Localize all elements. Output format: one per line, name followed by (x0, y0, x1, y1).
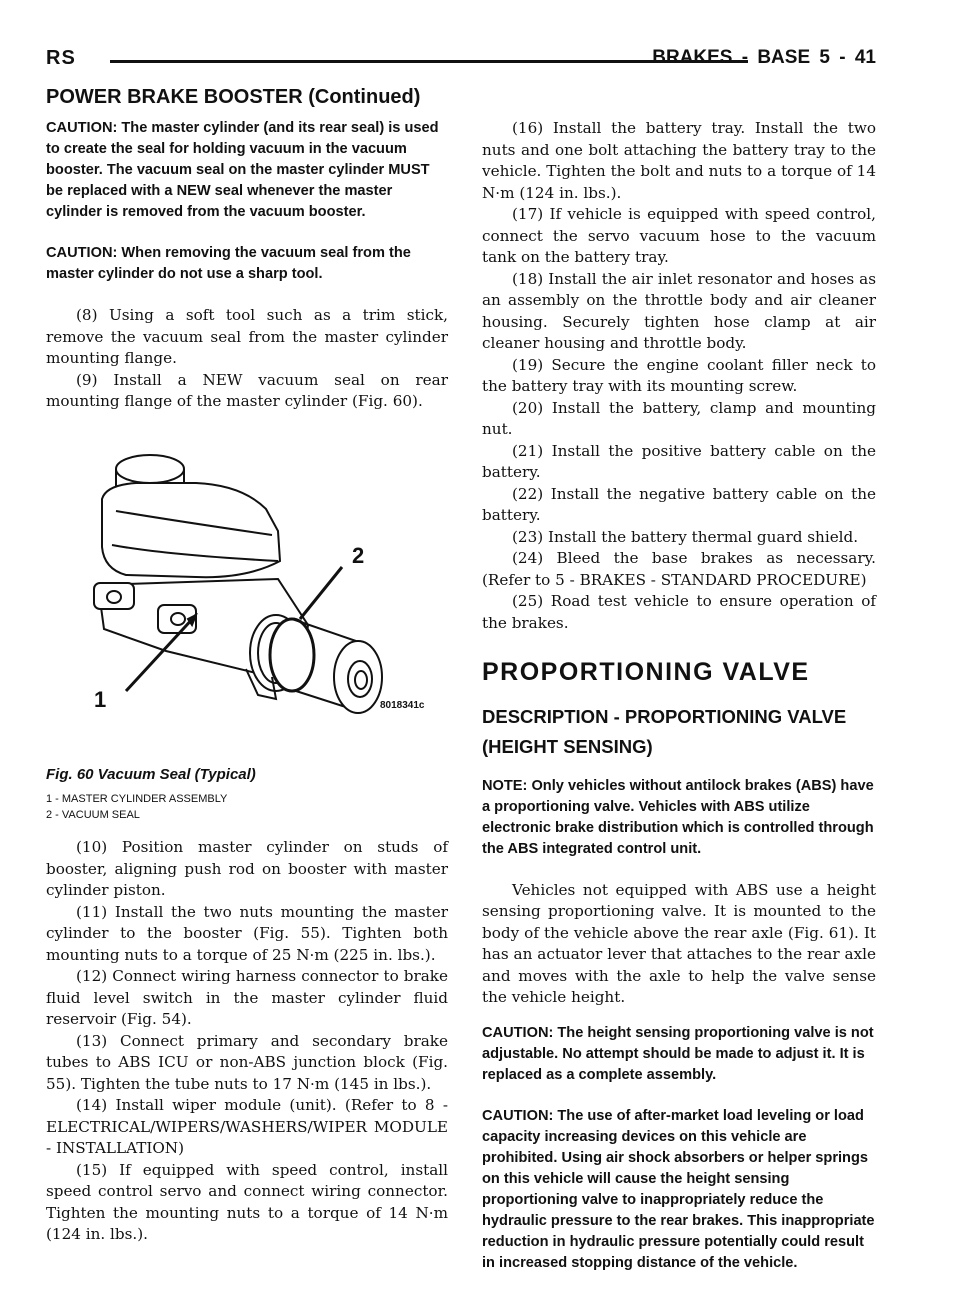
caution-master-cylinder-seal: CAUTION: The master cylinder (and its rear seal) is used to create the seal for holding vacuum in the vacuum booster. The vacuum seal on the master cylinder MUST be replaced with a NEW seal whenever the master cylinder is removed from the vacuum booster. (46, 120, 439, 220)
heading-description: DESCRIPTION - PROPORTIONING VALVE (HEIGHT SENSING) (482, 705, 847, 757)
header-section-code: RS (46, 47, 76, 69)
caution-after-market: CAUTION: The use of after-market load leveling or load capacity increasing devices on this vehicle are prohibited. Using air shock absorbers or helper springs on this vehicle will cause the height sensing proportioning valve to inappropriately reduce the hydraulic pressure to the rear brakes. This inappropriate reduction in hydraulic pressure potentially could result in increased stopping distance of the vehicle. (482, 1107, 875, 1271)
step-18: (18) Install the air inlet resonator and hoses as an assembly on the throttle body and air cleaner housing. Securely tighten hose clamp at air cleaner housing and throttle body. (482, 269, 876, 352)
figure-vacuum-seal (46, 429, 448, 754)
step-11: (11) Install the two nuts mounting the master cylinder to the booster (Fig. 55). Tighten both mounting nuts to a torque of 25 N·m (225 in. lbs.). (46, 902, 448, 964)
figure-legend-2: 2 - VACUUM SEAL (46, 809, 140, 821)
step-22: (22) Install the negative battery cable on the battery. (482, 484, 876, 524)
step-10: (10) Position master cylinder on studs of booster, aligning push rod on booster with master cylinder piston. (46, 838, 448, 899)
figure-code: 8018341c (380, 699, 425, 711)
step-20: (20) Install the battery, clamp and mounting nut. (482, 398, 876, 438)
section-continued-title: POWER BRAKE BOOSTER (Continued) (46, 86, 421, 108)
step-13: (13) Connect primary and secondary brake tubes to ABS ICU or non-ABS junction block (Fig. 55). Tighten the tube nuts to 17 N·m (145 in lbs.). (46, 1031, 448, 1093)
step-19: (19) Secure the engine coolant filler neck to the battery tray with its mounting screw. (482, 355, 876, 395)
note-abs: NOTE: Only vehicles without antilock brakes (ABS) have a proportioning valve. Vehicles with ABS utilize electronic brake distribution which is controlled through the ABS integrated control unit. (482, 777, 874, 857)
figure-caption: Fig. 60 Vacuum Seal (Typical) (46, 765, 256, 783)
header-page-title: BRAKES - BASE 5 - 41 (652, 47, 876, 68)
callout-1: 1 (94, 686, 107, 712)
left-column (46, 118, 448, 1246)
step-17: (17) If vehicle is equipped with speed control, connect the servo vacuum hose to the vacuum tank on the battery tray. (482, 205, 876, 266)
description-paragraph: Vehicles not equipped with ABS use a height sensing proportioning valve. It is mounted to the body of the vehicle above the rear axle (Fig. 61). It has an actuator lever that attaches to the rear axle and moves with the axle to help the valve sense the vehicle height. (482, 880, 876, 1006)
caution-sharp-tool: CAUTION: When removing the vacuum seal from the master cylinder do not use a sharp tool. (46, 245, 411, 282)
caution-not-adjustable: CAUTION: The height sensing proportioning valve is not adjustable. No attempt should be made to adjust it. It is replaced as a complete assembly. (482, 1024, 874, 1083)
step-24: (24) Bleed the base brakes as necessary. (Refer to 5 - BRAKES - STANDARD PROCEDURE) (482, 549, 876, 589)
heading-proportioning-valve: PROPORTIONING VALVE (482, 658, 810, 686)
figure-legend-1: 1 - MASTER CYLINDER ASSEMBLY (46, 793, 228, 805)
step-12: (12) Connect wiring harness connector to brake fluid level switch in the master cylinder fluid reservoir (Fig. 54). (46, 967, 448, 1028)
step-21: (21) Install the positive battery cable on the battery. (482, 441, 876, 481)
step-16: (16) Install the battery tray. Install the two nuts and one bolt attaching the battery tray to the vehicle. Tighten the bolt and nuts to a torque of 14 N·m (124 in. lbs.). (482, 119, 876, 202)
step-9: (9) Install a NEW vacuum seal on rear mounting flange of the master cylinder (Fig. 60). (46, 370, 448, 410)
step-8: (8) Using a soft tool such as a trim stick, remove the vacuum seal from the master cylinder mounting flange. (46, 306, 448, 367)
step-15: (15) If equipped with speed control, install speed control servo and connect wiring connector. Tighten the mounting nuts to a torque of 14 N·m (124 in. lbs.). (46, 1160, 448, 1243)
right-column (482, 118, 876, 1294)
step-23: (23) Install the battery thermal guard shield. (512, 527, 859, 546)
step-25: (25) Road test vehicle to ensure operation of the brakes. (482, 592, 876, 632)
step-14: (14) Install wiper module (unit). (Refer to 8 - ELECTRICAL/WIPERS/WASHERS/WIPER MODULE - INSTALLATION) (46, 1096, 448, 1157)
callout-2: 2 (352, 542, 365, 568)
